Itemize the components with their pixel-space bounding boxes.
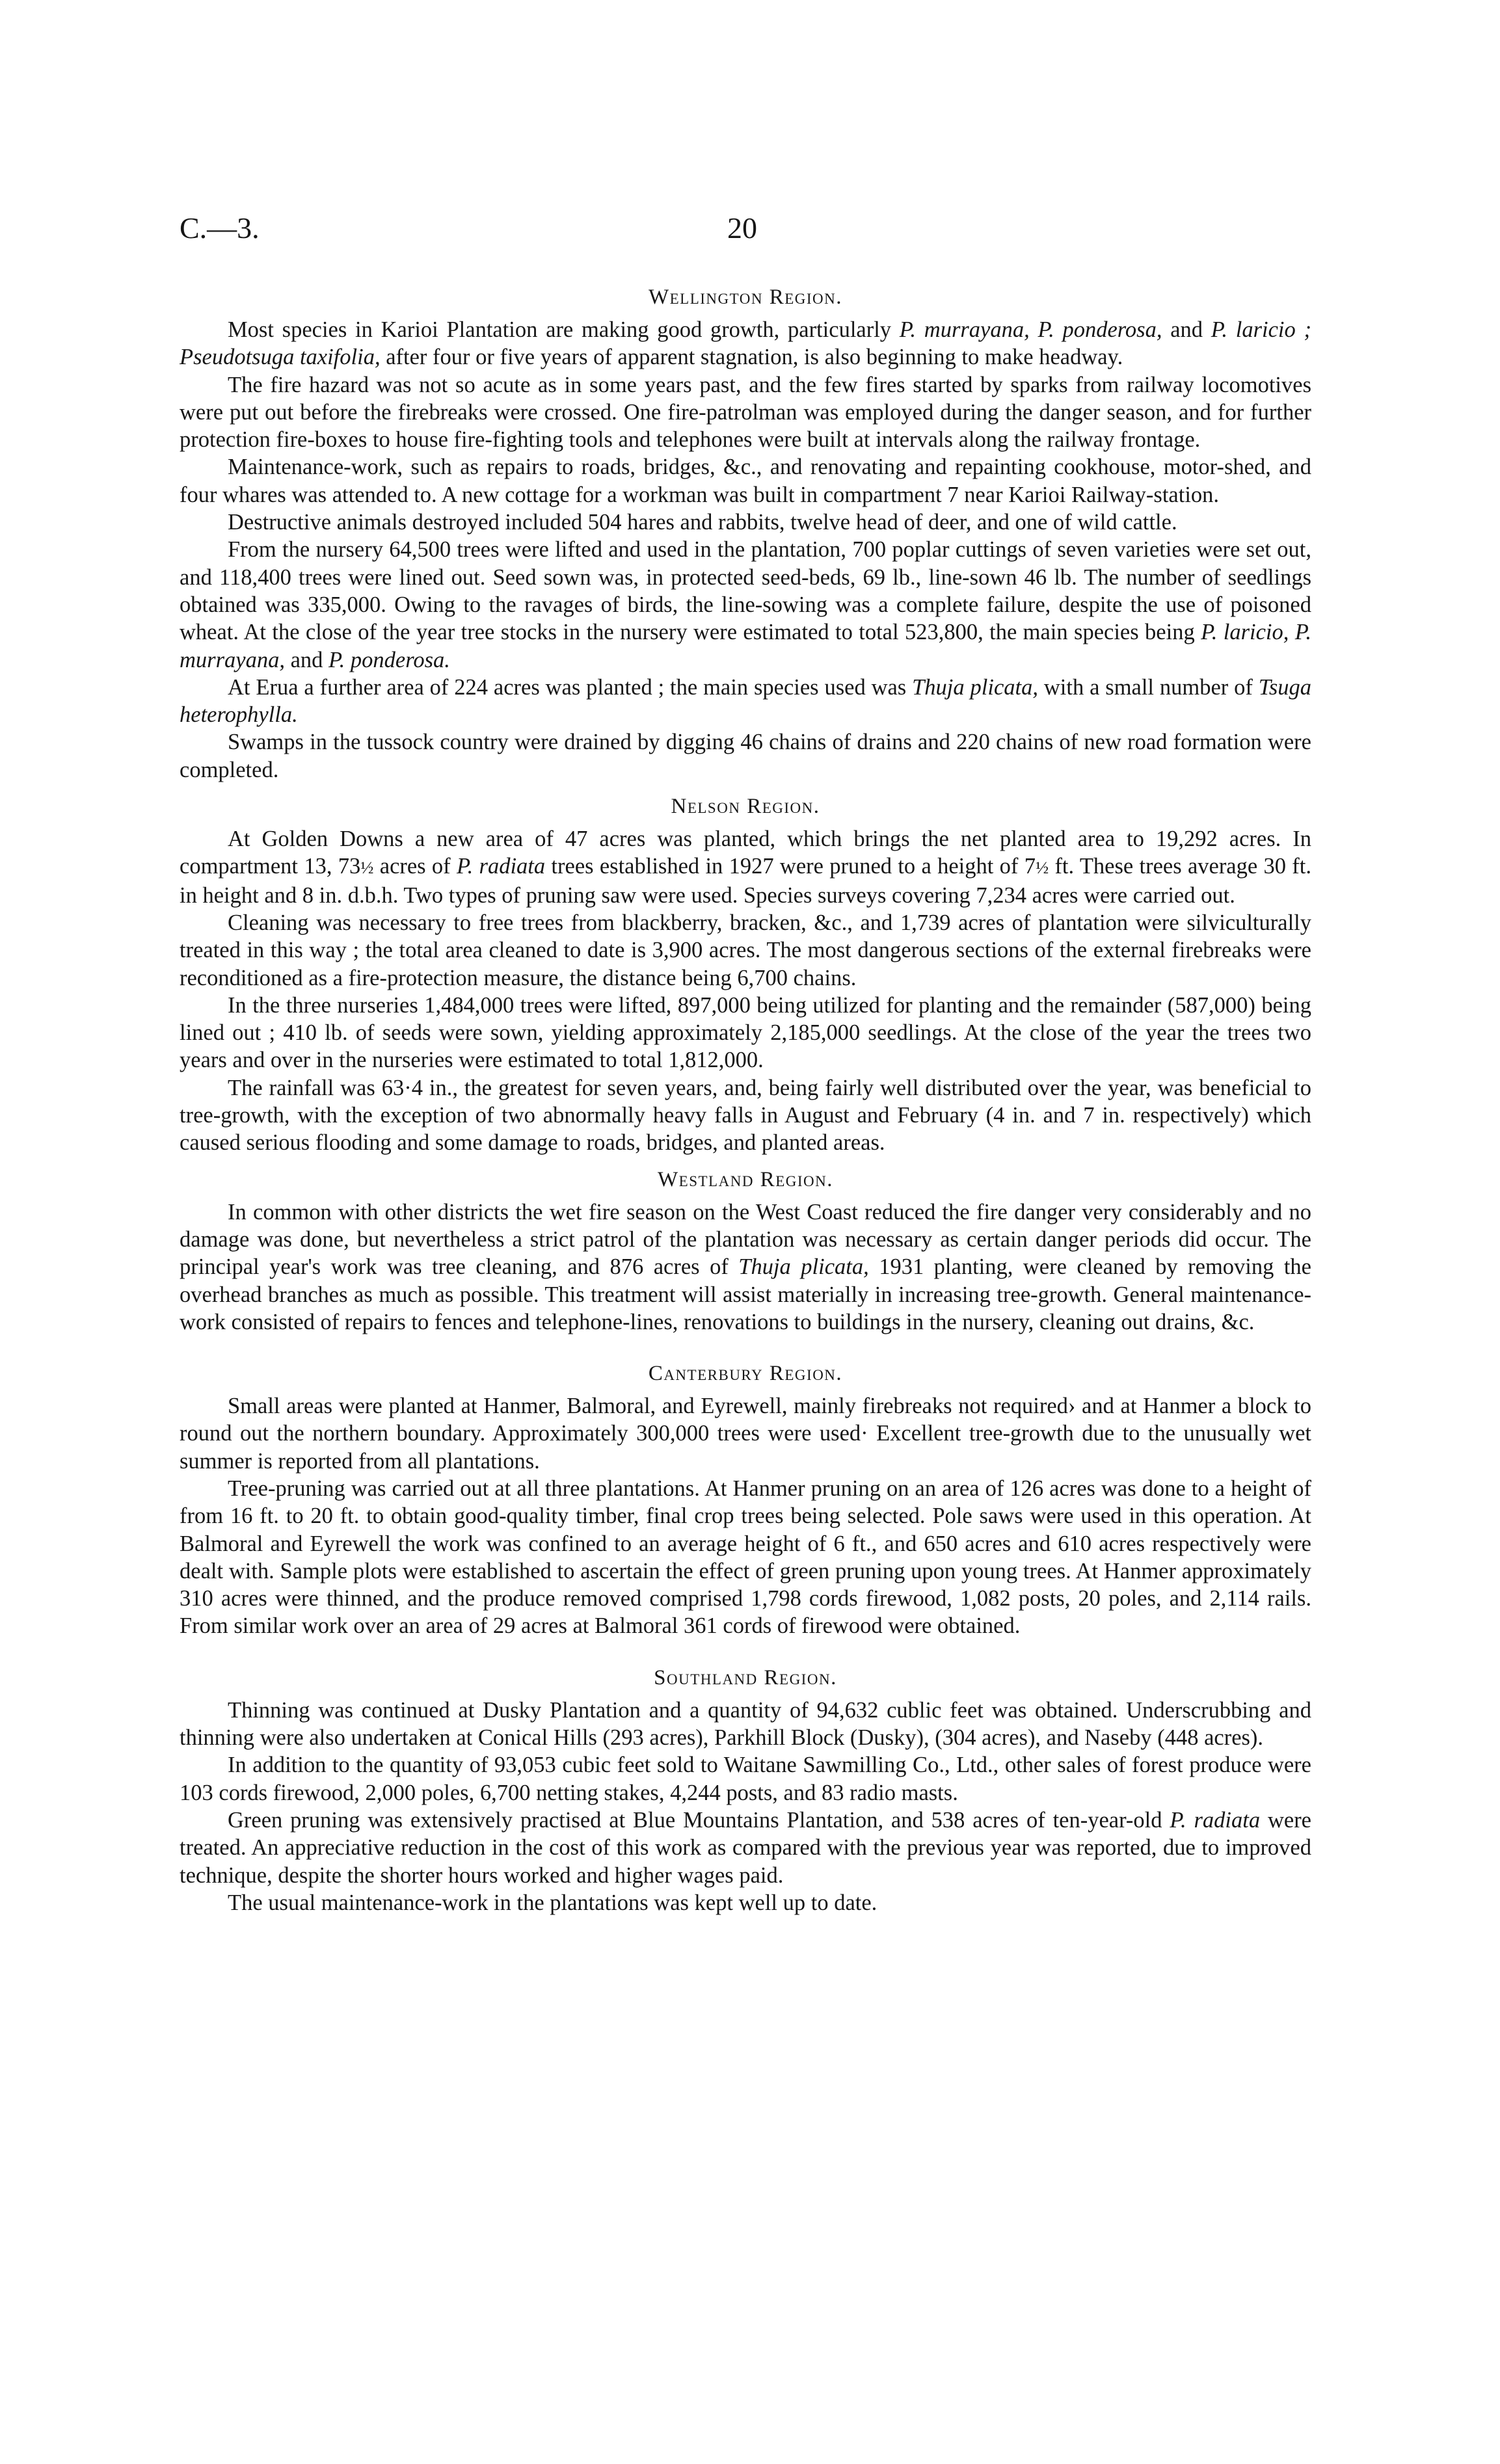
paragraph: Thinning was continued at Dusky Plantation and a quantity of 94,632 cublic feet was obtained. Underscrubbing and thinning were also undertaken at Conical Hills (293 acres), Parkhill Block (Dusky), (304 acres), and Naseby (448 acres). xyxy=(180,1697,1311,1751)
report-reference: C.—3. xyxy=(180,211,260,245)
paragraph: The fire hazard was not so acute as in some years past, and the few fires started by sparks from railway locomotives were put out before the firebreaks were crossed. One fire-patrolman was employed during the danger season, and for further protection fire-boxes to house fire-fighting tools and telephones were built at intervals along the railway frontage. xyxy=(180,372,1311,453)
paragraph: In the three nurseries 1,484,000 trees were lifted, 897,000 being utilized for planting and the remainder (587,000) being lined out ; 410 lb. of seeds were sown, yielding approximately 2,185,000 seedlings. At the close of the year the trees two years and over in the nurseries were estimated to total 1,812,000. xyxy=(180,992,1311,1073)
paragraph: Maintenance-work, such as repairs to roads, bridges, &c., and renovating and repainting cookhouse, motor-shed, and four whares was attended to. A new cottage for a workman was built in compartment 7 near Karioi Railway-station. xyxy=(180,455,1311,507)
paragraph: Tree-pruning was carried out at all three plantations. At Hanmer pruning on an area of 126 acres was done to a height of from 16 ft. to 20 ft. to obtain good-quality timber, final crop trees being selected. Pole saws were used in this operation. At Balmoral and Eyrewell the work was confined to an average height of 6 ft., and 650 acres and 610 acres respectively were dealt with. Sample plots were established to ascertain the effect of green pruning upon young trees. At Hanmer approximately 310 acres were thinned, and the produce removed comprised 1,798 cords firewood, 1,082 posts, 20 poles, and 2,114 rails. From similar work over an area of 29 acres at Balmoral 361 cords of firewood were obtained. xyxy=(180,1476,1311,1639)
paragraph: The rainfall was 63·4 in., the greatest for seven years, and, being fairly well distributed over the year, was beneficial to tree-growth, with the exception of two abnormally heavy falls in August and February (4 in. and 7 in. respectively) which caused serious flooding and some damage to roads, bridges, and planted areas. xyxy=(180,1075,1311,1156)
report-body xyxy=(180,274,1311,1916)
wellington-region-heading: Wellington Region. xyxy=(648,285,843,309)
paragraph: Small areas were planted at Hanmer, Balmoral, and Eyrewell, mainly firebreaks not required› and at Hanmer a block to round out the northern boundary. Approximately 300,000 trees were used· Excellent tree-growth due to the unusually wet summer is reported from all plantations. xyxy=(180,1394,1311,1474)
paragraph: Cleaning was necessary to free trees from blackberry, bracken, &c., and 1,739 acres of plantation were silviculturally treated in this way ; the total area cleaned to date is 3,900 acres. The most dangerous sections of the external firebreaks were reconditioned as a fire-protection measure, the distance being 6,700 chains. xyxy=(180,910,1311,990)
paragraph: Swamps in the tussock country were drained by digging 46 chains of drains and 220 chains of new road formation were completed. xyxy=(180,730,1311,782)
nelson-region-heading: Nelson Region. xyxy=(671,795,820,819)
page-number: 20 xyxy=(727,211,757,245)
paragraph: Green pruning was extensively practised at Blue Mountains Plantation, and 538 acres of ten-year-old P. radiata were treated. An appreciative reduction in the cost of this work as compared with the previous year was reported, due to improved technique, despite the shorter hours worked and higher wages paid. xyxy=(180,1807,1311,1888)
paragraph: Destructive animals destroyed included 504 hares and rabbits, twelve head of deer, and one of wild cattle. xyxy=(228,510,1177,535)
canterbury-region-heading: Canterbury Region. xyxy=(648,1362,843,1386)
paragraph: The usual maintenance-work in the plantations was kept well up to date. xyxy=(228,1890,877,1915)
paragraph: At Erua a further area of 224 acres was planted ; the main species used was Thuja plicata, with a small number of Tsuga heterophylla. xyxy=(180,674,1311,728)
paragraph: From the nursery 64,500 trees were lifted and used in the plantation, 700 poplar cuttings of seven varieties were set out, and 118,400 trees were lined out. Seed sown was, in protected seed-beds, 69 lb., line-sown 46 lb. The number of seedlings obtained was 335,000. Owing to the ravages of birds, the line-sowing was a complete failure, despite the use of poisoned wheat. At the close of the year tree stocks in the nursery were estimated to total 523,800, the main species being P. laricio, P. murrayana, and P. ponderosa. xyxy=(180,537,1312,672)
paragraph: In addition to the quantity of 93,053 cubic feet sold to Waitane Sawmilling Co., Ltd., other sales of forest produce were 103 cords firewood, 2,000 poles, 6,700 netting stakes, 4,244 posts, and 83 radio masts. xyxy=(180,1753,1311,1805)
southland-region-heading: Southland Region. xyxy=(654,1665,837,1689)
paragraph: In common with other districts the wet fire season on the West Coast reduced the fire danger very considerably and no damage was done, but nevertheless a strict patrol of the plantation was necessary as certain danger periods did occur. The principal year's work was tree cleaning, and 876 acres of Thuja plicata, 1931 planting, were cleaned by removing the overhead branches as much as possible. This treatment will assist materially in increasing tree-growth. General maintenance-work consisted of repairs to fences and telephone-lines, renovations to buildings in the nursery, cleaning out drains, &c. xyxy=(180,1199,1311,1334)
paragraph: Most species in Karioi Plantation are making good growth, particularly P. murrayana, P. ponderosa, and P. laricio ; Pseudotsuga taxifolia, after four or five years of apparent stagnation, is also beginning to make headway. xyxy=(180,317,1311,370)
westland-region-heading: Westland Region. xyxy=(658,1167,833,1191)
paragraph: At Golden Downs a new area of 47 acres was planted, which brings the net planted area to 19,292 acres. In compartment 13, 73½ acres of P. radiata trees established in 1927 were pruned to a height of 7½ ft. These trees average 30 ft. in height and 8 in. d.b.h. Two types of pruning saw were used. Species surveys covering 7,234 acres were carried out. xyxy=(180,827,1311,908)
